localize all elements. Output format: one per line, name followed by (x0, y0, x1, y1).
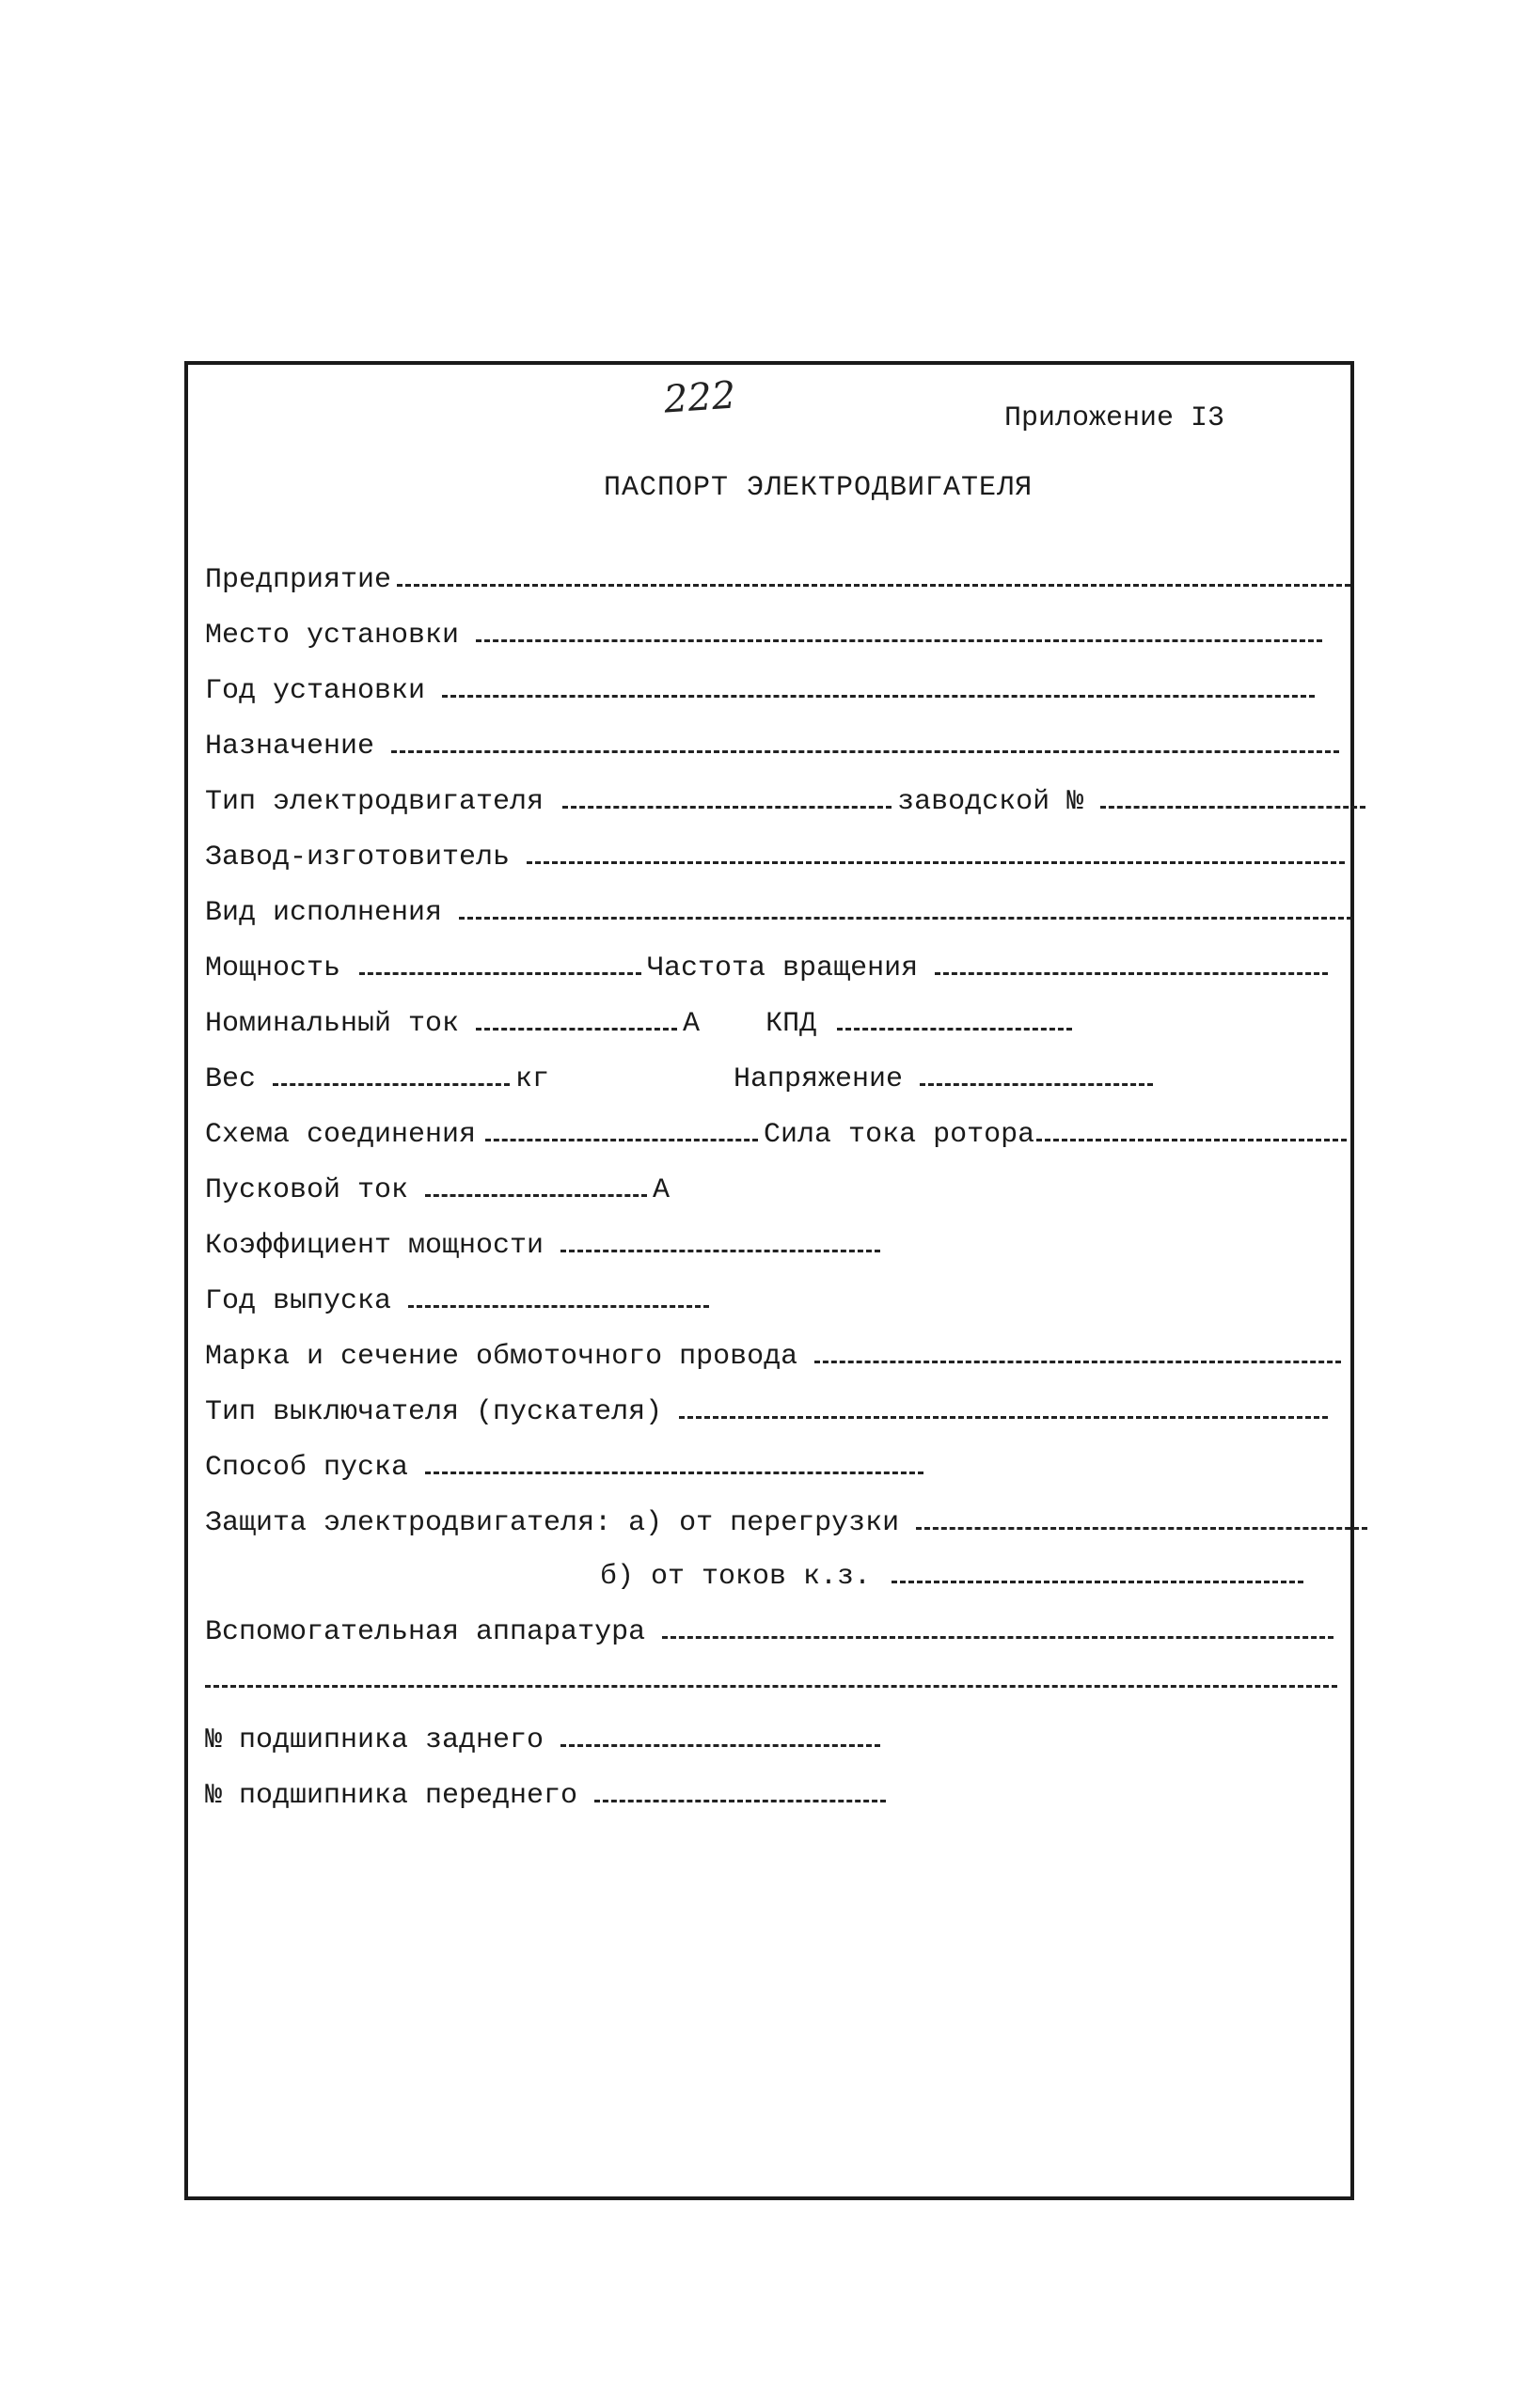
field-aux-equipment-cont (205, 1660, 1343, 1698)
document-title: ПАСПОРТ ЭЛЕКТРОДВИГАТЕЛЯ (604, 472, 1034, 504)
enterprise-blank[interactable] (397, 559, 1350, 587)
purpose-label: Назначение (205, 731, 375, 763)
protection-overload-label: Защита электродвигателя: а) от перегрузки (205, 1507, 900, 1539)
install-place-label: Место установки (205, 620, 460, 652)
field-purpose (205, 726, 1345, 763)
field-start-current (205, 1170, 670, 1207)
field-switch-type (205, 1392, 1334, 1429)
rated-current-unit: А (683, 1008, 701, 1040)
front-bearing-label: № подшипника переднего (205, 1780, 578, 1812)
field-aux-equipment (205, 1612, 1339, 1649)
aux-equipment-label: Вспомогательная аппаратура (205, 1616, 646, 1648)
purpose-blank[interactable] (391, 726, 1339, 753)
field-protection-short (600, 1556, 1309, 1594)
start-method-blank[interactable] (425, 1447, 923, 1474)
field-design (205, 892, 1358, 930)
factory-no-blank[interactable] (1100, 781, 1365, 809)
power-factor-label: Коэффициент мощности (205, 1230, 544, 1262)
rear-bearing-label: № подшипника заднего (205, 1724, 544, 1756)
field-protection-overload (205, 1503, 1373, 1540)
field-install-year (205, 670, 1320, 708)
voltage-blank[interactable] (920, 1059, 1153, 1086)
install-place-blank[interactable] (476, 615, 1322, 642)
aux-equipment-blank-2[interactable] (205, 1660, 1337, 1688)
protection-overload-blank[interactable] (916, 1503, 1367, 1530)
install-year-blank[interactable] (442, 670, 1315, 698)
field-install-place (205, 615, 1328, 653)
voltage-label: Напряжение (734, 1063, 904, 1095)
efficiency-label: КПД (765, 1008, 817, 1040)
wire-label: Марка и сечение обмоточного провода (205, 1341, 798, 1373)
field-release-year (205, 1281, 715, 1318)
enterprise-label: Предприятие (205, 564, 392, 596)
power-blank[interactable] (359, 948, 641, 975)
protection-short-blank[interactable] (892, 1556, 1303, 1583)
rated-current-label: Номинальный ток (205, 1008, 460, 1040)
speed-blank[interactable] (935, 948, 1328, 975)
release-year-blank[interactable] (408, 1281, 709, 1308)
design-label: Вид исполнения (205, 897, 443, 929)
wire-blank[interactable] (814, 1336, 1341, 1363)
manufacturer-blank[interactable] (527, 837, 1345, 864)
power-factor-blank[interactable] (560, 1225, 880, 1252)
rotor-current-label: Сила тока ротора (764, 1119, 1035, 1151)
field-wire (205, 1336, 1347, 1374)
efficiency-blank[interactable] (837, 1003, 1072, 1031)
field-motor-type (205, 781, 1371, 819)
aux-equipment-blank[interactable] (662, 1612, 1334, 1639)
field-connection (205, 1114, 1352, 1152)
page-number: 222 (662, 373, 737, 422)
weight-blank[interactable] (273, 1059, 510, 1086)
field-enterprise (205, 559, 1356, 597)
rear-bearing-blank[interactable] (560, 1720, 880, 1747)
start-current-blank[interactable] (425, 1170, 647, 1197)
connection-label: Схема соединения (205, 1119, 477, 1151)
release-year-label: Год выпуска (205, 1285, 392, 1317)
start-current-label: Пусковой ток (205, 1174, 409, 1206)
field-front-bearing (205, 1775, 892, 1813)
connection-blank[interactable] (485, 1114, 758, 1141)
rated-current-blank[interactable] (476, 1003, 677, 1031)
motor-type-blank[interactable] (562, 781, 892, 809)
field-weight (205, 1059, 1159, 1096)
manufacturer-label: Завод-изготовитель (205, 842, 511, 873)
weight-unit: кг (515, 1063, 550, 1095)
factory-no-label: заводской № (897, 786, 1084, 818)
rotor-current-blank[interactable] (1036, 1114, 1347, 1141)
design-blank[interactable] (459, 892, 1352, 920)
field-start-method (205, 1447, 929, 1485)
weight-label: Вес (205, 1063, 257, 1095)
start-current-unit: А (653, 1174, 671, 1206)
install-year-label: Год установки (205, 675, 426, 707)
switch-type-blank[interactable] (679, 1392, 1328, 1419)
field-power (205, 948, 1334, 985)
appendix-label: Приложение I3 (1004, 402, 1225, 434)
switch-type-label: Тип выключателя (пускателя) (205, 1396, 663, 1428)
field-rated-current (205, 1003, 1078, 1041)
power-label: Мощность (205, 952, 341, 984)
speed-label: Частота вращения (647, 952, 919, 984)
field-manufacturer (205, 837, 1350, 874)
front-bearing-blank[interactable] (594, 1775, 886, 1802)
start-method-label: Способ пуска (205, 1452, 409, 1484)
protection-short-label: б) от токов к.з. (600, 1561, 872, 1593)
field-power-factor (205, 1225, 886, 1263)
field-rear-bearing (205, 1720, 886, 1757)
motor-type-label: Тип электродвигателя (205, 786, 544, 818)
